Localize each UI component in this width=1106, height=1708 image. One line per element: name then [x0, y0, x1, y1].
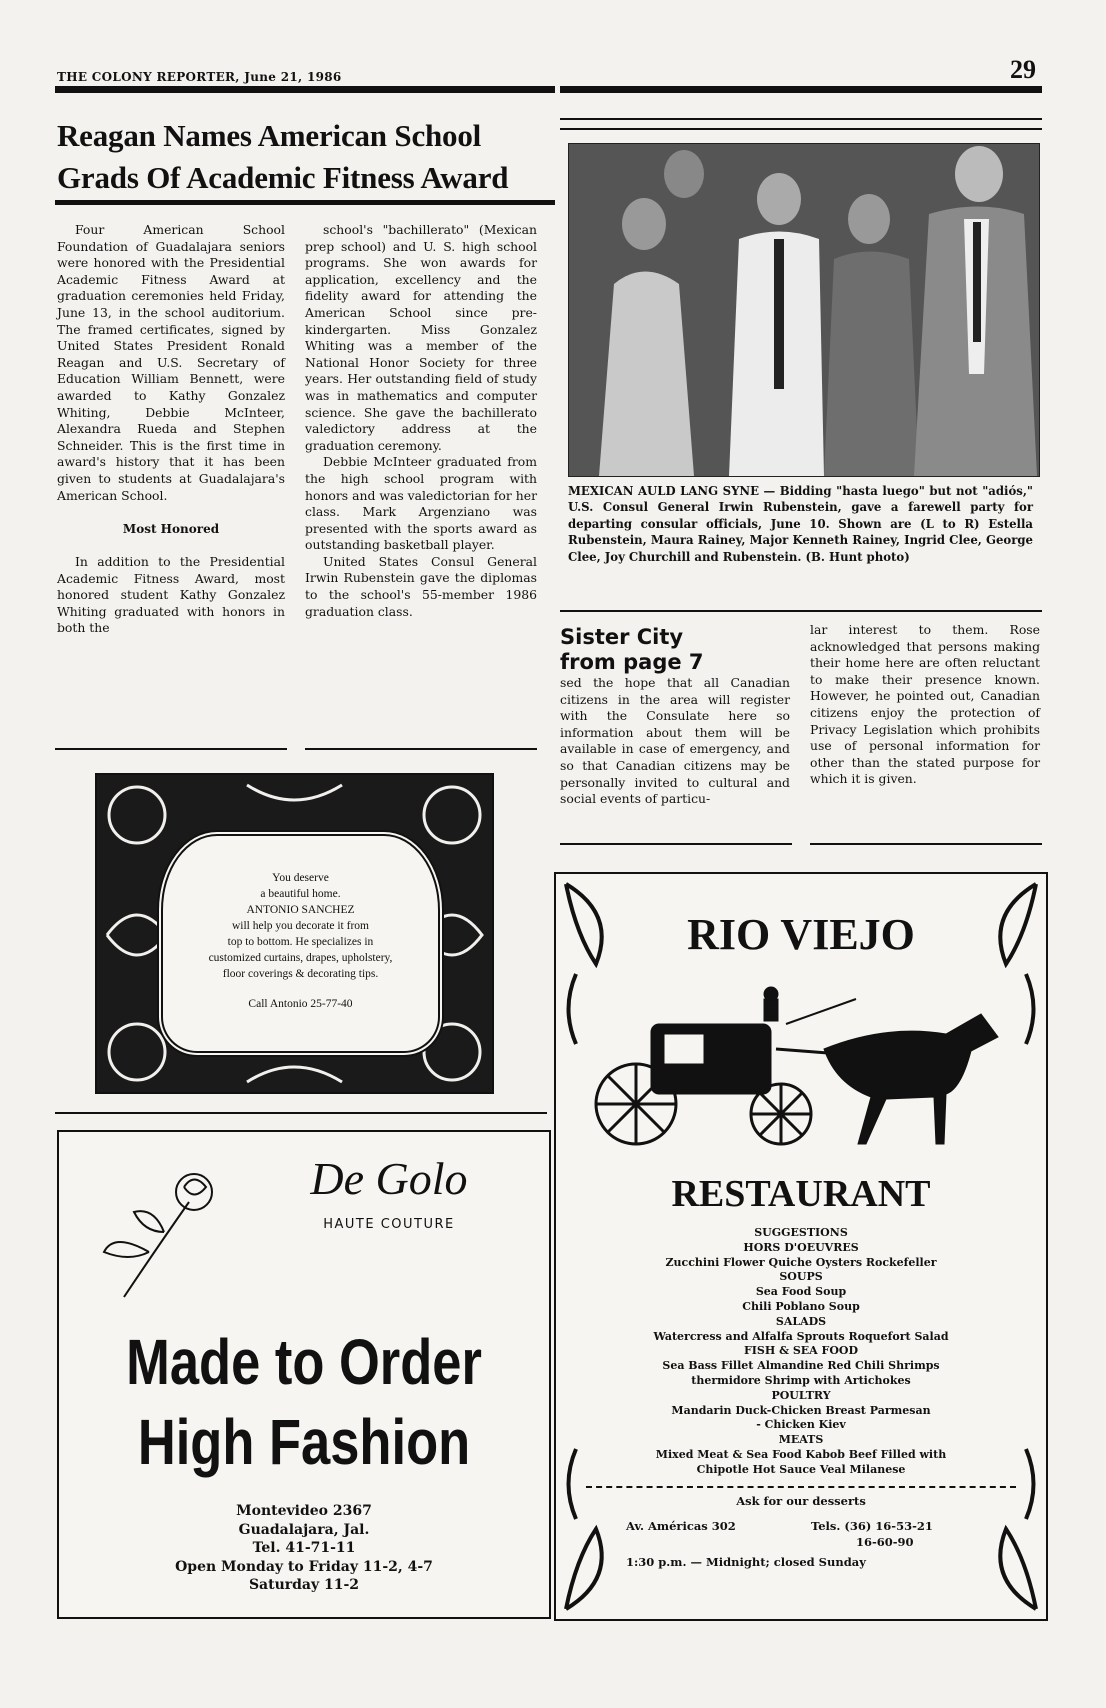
menu-divider	[586, 1486, 1016, 1488]
degolo-contact	[69, 1502, 539, 1595]
menu-item: - Chicken Kiev	[756, 1418, 846, 1432]
farewell-party-photo	[568, 143, 1040, 477]
ad-line: a beautiful home.	[260, 888, 341, 900]
photo-caption: MEXICAN AULD LANG SYNE — Bidding "hasta luego" but not "adiós," U.S. Consul General Irwin Rubenstein, gave a farewell party for departing consular officials, June 10. Shown are (L to R) Estella Rubenstein, Maura Rainey, Major Kenneth Rainey, Ingrid Clee, George Clee, Joy Churchill and Rubenstein. (B. Hunt photo)	[568, 484, 1033, 564]
desserts-note: Ask for our desserts	[736, 1494, 866, 1508]
menu-item: Sea Bass Fillet Almandine Red Chili Shrimps	[662, 1359, 940, 1373]
sister-city-column-1	[560, 625, 790, 808]
masthead: THE COLONY REPORTER, June 21, 1986	[57, 70, 342, 84]
menu-heading: SALADS	[775, 1314, 827, 1328]
sister-city-column-2: lar interest to them. Rose acknowledged that persons making their home here are often reluctant to make their presence known. However, he pointed out, Canadian citizens enjoy the protection of Privacy Legislation which prohibits use of personal information for other than the stated purpose for which it is given.	[810, 622, 1040, 787]
sister-city-jump: from page 7	[560, 650, 704, 674]
restaurant-phone: Tels. (36) 16-53-21	[811, 1519, 933, 1533]
degolo-couture-ad	[57, 1130, 551, 1619]
menu-item: Watercress and Alfalfa Sprouts Roquefort Salad	[653, 1329, 949, 1343]
degolo-headline	[111, 1322, 496, 1482]
sanchez-ad-frame	[157, 830, 444, 1057]
menu-item: Sea Food Soup	[755, 1285, 847, 1299]
photo-rule-top	[560, 118, 1042, 120]
ad-line: customized curtains, drapes, upholstery,	[208, 952, 393, 964]
menu-item: Chili Poblano Soup	[742, 1299, 860, 1313]
article-paragraph: United States Consul General Irwin Rubenstein gave the diplomas to the school's 55-member 1986 graduation class.	[305, 553, 537, 619]
menu-heading: POULTRY	[771, 1388, 831, 1402]
article-paragraph: In addition to the Presidential Academic Fitness Award, most honored student Kathy Gonzalez Whiting graduated with honors in both the	[57, 554, 285, 636]
ad-line: floor coverings & decorating tips.	[222, 968, 379, 980]
degolo-tagline: HAUTE COUTURE	[323, 1217, 455, 1232]
menu-heading: MEATS	[778, 1433, 824, 1447]
ad-phone: Call Antonio 25-77-40	[248, 998, 353, 1010]
sanchez-decor-ad	[95, 773, 494, 1094]
menu-item: Zucchini Flower Quiche Oysters Rockefeller	[665, 1255, 937, 1269]
restaurant-label: RESTAURANT	[671, 1173, 931, 1215]
article-paragraph: Debbie McInteer graduated from the high school program with honors and was valedictorian for her class. Mark Argenziano was presented with the sports award as outstanding basketball player.	[305, 454, 537, 553]
address-line: Montevideo 2367	[236, 1503, 372, 1519]
menu-item: Mixed Meat & Sea Food Kabob Beef Filled with	[655, 1447, 947, 1461]
ad-name: ANTONIO SANCHEZ	[246, 904, 355, 916]
article-paragraph: Four American School Foundation of Guadalajara seniors were honored with the Presidential Academic Fitness Award at graduation ceremonies held Friday, June 13, in the school auditorium. The framed certificates, signed by United States President Ronald Reagan and U.S. Secretary of Education William Bennett, were awarded to Kathy Gonzalez Whiting, Debbie McInteer, Alexandra Rueda and Stephen Schneider. This is the first time in award's history that it has been given to students at Guadalajara's American School.	[57, 222, 285, 503]
menu-heading: SOUPS	[779, 1270, 823, 1284]
menu-item: thermidore Shrimp with Artichokes	[691, 1373, 911, 1387]
degolo-brand: De Golo	[310, 1153, 468, 1204]
column-rule	[305, 748, 537, 750]
restaurant-hours: 1:30 p.m. — Midnight; closed Sunday	[626, 1555, 866, 1569]
rio-viejo-restaurant-ad	[554, 872, 1048, 1621]
article-headline	[57, 115, 537, 199]
photo-figures	[569, 144, 1039, 476]
article-column-2	[305, 222, 537, 620]
column-rule	[810, 843, 1042, 845]
menu-heading: FISH & SEA FOOD	[743, 1344, 859, 1358]
address-line: Guadalajara, Jal.	[238, 1521, 370, 1538]
article-column-1	[57, 222, 285, 637]
article-paragraph: school's "bachillerato" (Mexican prep school) and U. S. high school programs. She won awards for application, excellency and the fidelity award for attending the American School since pre-kindergarten. Miss Gonzalez Whiting was a member of the National Honor Society for three years. Her outstanding field of study was in mathematics and computer science. She gave the bachillerato valedictory address at the graduation ceremony.	[305, 222, 537, 453]
header-rule-right	[560, 86, 1042, 93]
ad-line: top to bottom. He specializes in	[227, 936, 374, 948]
restaurant-address: Av. Américas 302	[626, 1519, 736, 1533]
rio-viejo-title: RIO VIEJO	[687, 910, 915, 959]
header-rule-left	[55, 86, 555, 93]
ad-line: will help you decorate it from	[231, 920, 369, 932]
menu-heading: HORS D'OEUVRES	[743, 1240, 859, 1254]
headline-made-to-order: Made to Order	[126, 1326, 482, 1398]
ad-line: You deserve	[272, 872, 329, 884]
sanchez-ad-text	[163, 870, 438, 1012]
carriage-horse-illustration	[586, 979, 1006, 1154]
article-subhead: Most Honored	[122, 522, 220, 537]
headline-high-fashion: High Fashion	[137, 1406, 471, 1478]
photo-rule-top	[560, 128, 1042, 130]
column-rule	[560, 843, 792, 845]
rose-icon	[94, 1162, 224, 1302]
restaurant-phone-2: 16-60-90	[856, 1535, 914, 1549]
menu-heading: SUGGESTIONS	[754, 1226, 848, 1239]
ad-separator-rule	[55, 1112, 547, 1114]
phone-line: Tel. 41-71-11	[252, 1540, 356, 1556]
hours-line: Saturday 11-2	[248, 1577, 360, 1593]
headline-line-1: Reagan Names American School	[57, 118, 482, 153]
hours-line: Open Monday to Friday 11-2, 4-7	[175, 1558, 433, 1575]
page-number: 29	[1010, 55, 1036, 84]
restaurant-menu	[586, 1226, 1016, 1478]
sister-city-text: sed the hope that all Canadian citizens in the area will register with the Consulate here so information about them will be available in case of emergency, and so that Canadian citizens may be personally invited to cultural and social events of particu-	[560, 675, 790, 807]
headline-line-2: Grads Of Academic Fitness Award	[57, 160, 509, 195]
headline-rule	[55, 200, 555, 205]
caption-rule	[560, 610, 1042, 612]
menu-item: Mandarin Duck-Chicken Breast Parmesan	[671, 1403, 931, 1417]
column-rule	[55, 748, 287, 750]
menu-item: Chipotle Hot Sauce Veal Milanese	[696, 1462, 906, 1476]
sister-city-title: Sister City	[560, 625, 684, 649]
